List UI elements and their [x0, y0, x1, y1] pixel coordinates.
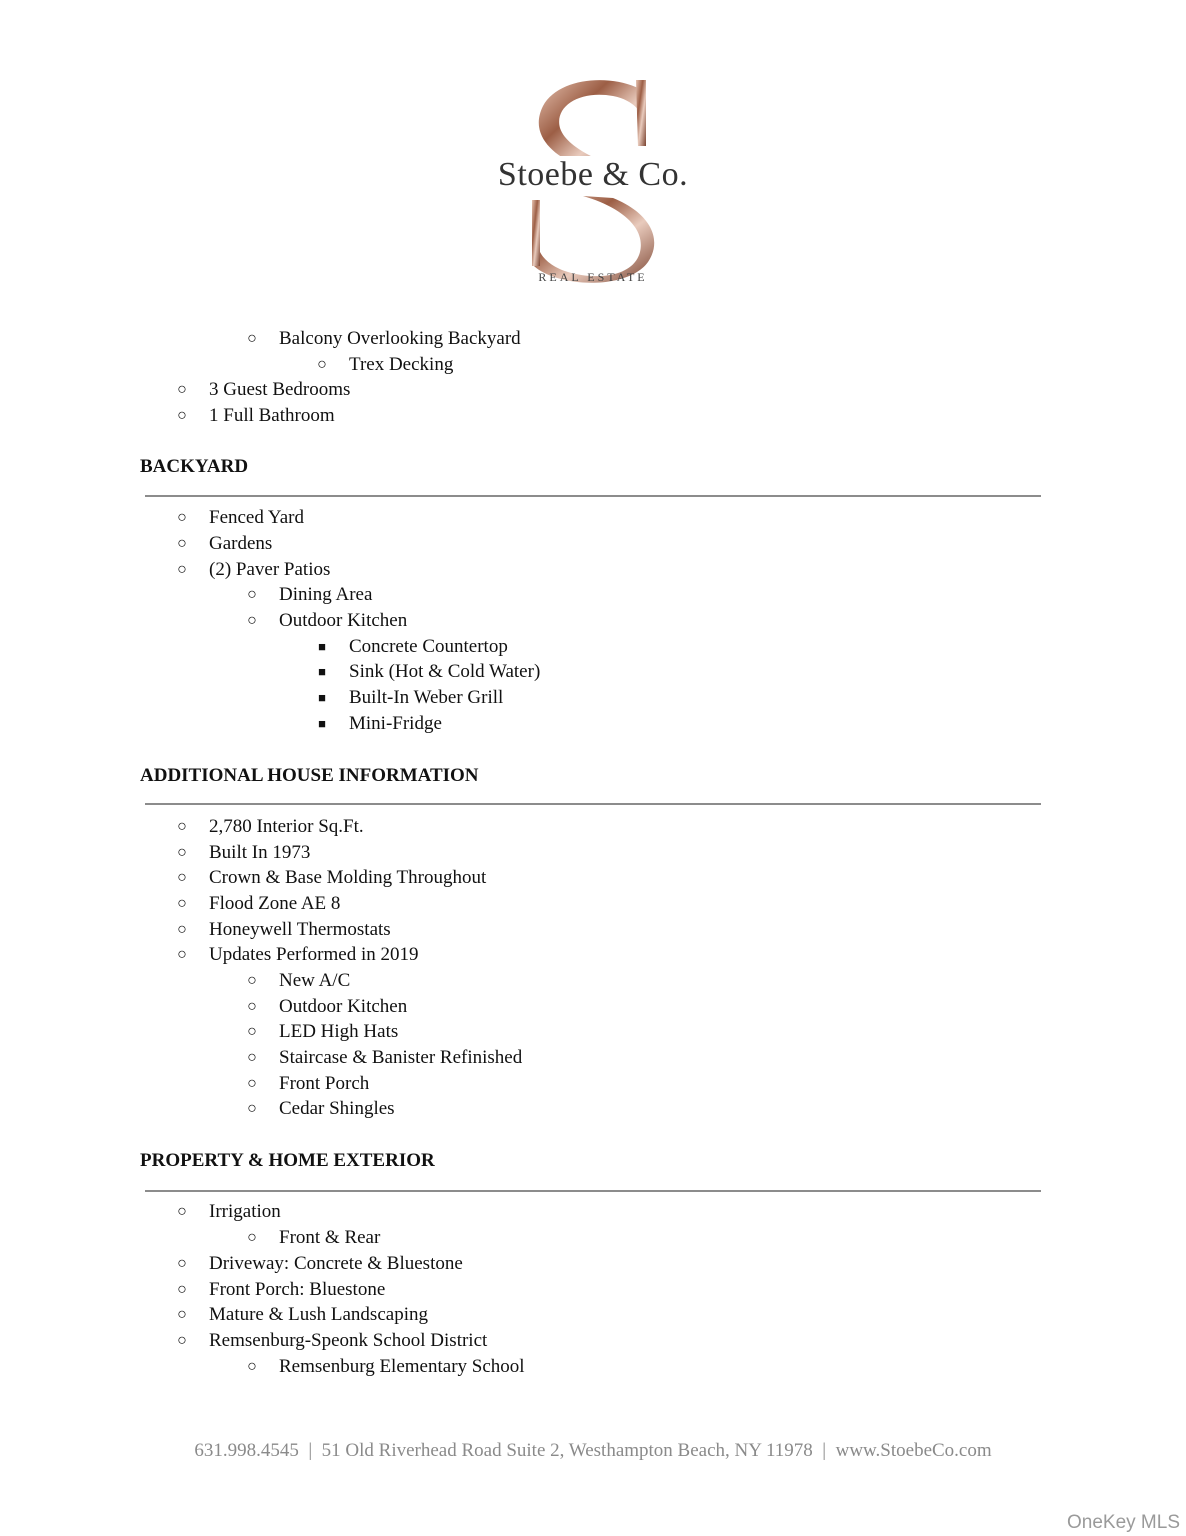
circle-bullet-icon: ○	[177, 921, 187, 938]
section-heading-backyard: BACKYARD	[140, 456, 249, 477]
mls-watermark: OneKey MLS	[1067, 1512, 1180, 1533]
company-logo	[488, 76, 698, 291]
circle-bullet-icon: ○	[177, 1255, 187, 1272]
square-bullet-icon: ■	[318, 690, 326, 705]
list-item: ○ Mature & Lush Landscaping	[209, 1304, 428, 1326]
list-item: ○ Gardens	[209, 533, 272, 555]
circle-bullet-icon: ○	[247, 1049, 257, 1066]
circle-bullet-icon: ○	[177, 1306, 187, 1323]
list-item: ○ Trex Decking	[349, 354, 453, 376]
list-item: ○ Balcony Overlooking Backyard	[279, 328, 521, 350]
circle-bullet-icon: ○	[247, 612, 257, 629]
list-item: ○ 3 Guest Bedrooms	[209, 379, 350, 401]
list-item: ○ Dining Area	[279, 584, 372, 606]
circle-bullet-icon: ○	[177, 1203, 187, 1220]
square-bullet-icon: ■	[318, 639, 326, 654]
circle-bullet-icon: ○	[247, 972, 257, 989]
list-item: ○ Updates Performed in 2019	[209, 944, 418, 966]
circle-bullet-icon: ○	[177, 407, 187, 424]
section-divider	[145, 495, 1041, 497]
circle-bullet-icon: ○	[177, 1281, 187, 1298]
page-footer: 631.998.4545 | 51 Old Riverhead Road Suite 2, Westhampton Beach, NY 11978 | www.StoebeCo.com	[194, 1440, 992, 1461]
circle-bullet-icon: ○	[247, 998, 257, 1015]
list-item: ○ 2,780 Interior Sq.Ft.	[209, 816, 364, 838]
list-item: ○ Crown & Base Molding Throughout	[209, 867, 486, 889]
circle-bullet-icon: ○	[177, 946, 187, 963]
circle-bullet-icon: ○	[177, 381, 187, 398]
section-divider	[145, 1190, 1041, 1192]
list-item: ■ Mini-Fridge	[349, 713, 442, 735]
list-item: ○ Built In 1973	[209, 842, 310, 864]
section-heading-additional: ADDITIONAL HOUSE INFORMATION	[140, 765, 479, 786]
list-item: ■ Sink (Hot & Cold Water)	[349, 661, 540, 683]
logo-brand-name: Stoebe & Co.	[497, 156, 689, 193]
circle-bullet-icon: ○	[247, 1100, 257, 1117]
circle-bullet-icon: ○	[247, 330, 257, 347]
list-item: ○ Irrigation	[209, 1201, 281, 1223]
square-bullet-icon: ■	[318, 716, 326, 731]
circle-bullet-icon: ○	[177, 895, 187, 912]
list-item: ○ Outdoor Kitchen	[279, 996, 407, 1018]
list-item: ■ Concrete Countertop	[349, 636, 508, 658]
list-item: ○ Fenced Yard	[209, 507, 304, 529]
square-bullet-icon: ■	[318, 664, 326, 679]
circle-bullet-icon: ○	[177, 509, 187, 526]
section-heading-exterior: PROPERTY & HOME EXTERIOR	[140, 1150, 435, 1171]
list-item: ○ (2) Paver Patios	[209, 559, 330, 581]
list-item: ○ Staircase & Banister Refinished	[279, 1047, 522, 1069]
circle-bullet-icon: ○	[247, 1023, 257, 1040]
list-item: ○ Cedar Shingles	[279, 1098, 395, 1120]
circle-bullet-icon: ○	[177, 535, 187, 552]
logo-brand-subtitle: REAL ESTATE	[538, 270, 648, 284]
list-item: ○ Flood Zone AE 8	[209, 893, 340, 915]
list-item: ○ Driveway: Concrete & Bluestone	[209, 1253, 463, 1275]
circle-bullet-icon: ○	[177, 844, 187, 861]
circle-bullet-icon: ○	[177, 561, 187, 578]
circle-bullet-icon: ○	[247, 1229, 257, 1246]
list-item: ○ Front Porch: Bluestone	[209, 1279, 385, 1301]
list-item: ○ Honeywell Thermostats	[209, 919, 391, 941]
circle-bullet-icon: ○	[247, 1075, 257, 1092]
section-divider	[145, 803, 1041, 805]
list-item: ○ LED High Hats	[279, 1021, 398, 1043]
list-item: ■ Built-In Weber Grill	[349, 687, 503, 709]
circle-bullet-icon: ○	[177, 818, 187, 835]
circle-bullet-icon: ○	[247, 586, 257, 603]
circle-bullet-icon: ○	[177, 1332, 187, 1349]
list-item: ○ Outdoor Kitchen	[279, 610, 407, 632]
list-item: ○ Remsenburg Elementary School	[279, 1356, 525, 1378]
list-item: ○ Front Porch	[279, 1073, 369, 1095]
list-item: ○ 1 Full Bathroom	[209, 405, 335, 427]
circle-bullet-icon: ○	[177, 869, 187, 886]
list-item: ○ New A/C	[279, 970, 350, 992]
list-item: ○ Remsenburg-Speonk School District	[209, 1330, 487, 1352]
circle-bullet-icon: ○	[317, 356, 327, 373]
circle-bullet-icon: ○	[247, 1358, 257, 1375]
list-item: ○ Front & Rear	[279, 1227, 380, 1249]
